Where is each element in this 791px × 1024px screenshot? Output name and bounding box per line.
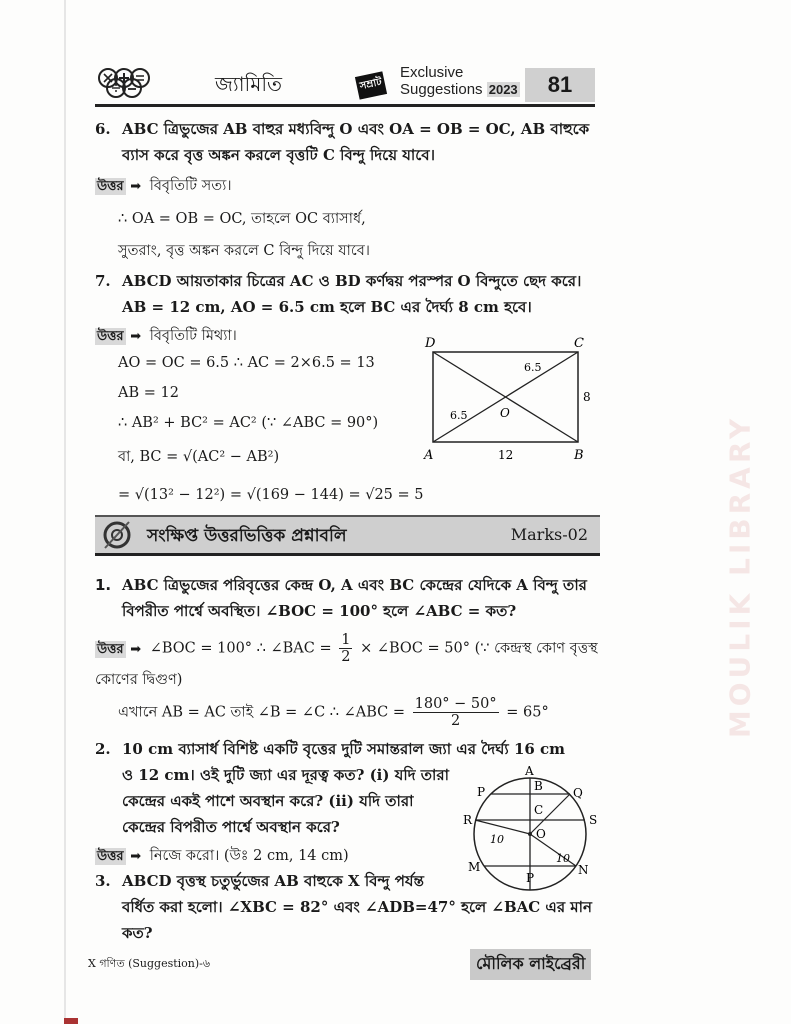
question-text-line1: ABCD বৃত্তস্থ চতুর্ভুজের AB বাহুকে X বিন্দু পর্যন্ত bbox=[122, 872, 424, 890]
step-text-pre: এখানে AB = AC তাই ∠B = ∠C ∴ ∠ABC = bbox=[118, 704, 406, 721]
question-text-line2: ও 12 cm। ওই দুটি জ্যা এর দূরত্ব কত? (i) যদি তারা bbox=[122, 766, 449, 784]
rectangle-figure bbox=[420, 335, 600, 463]
watermark: MOULIK LIBRARY bbox=[723, 414, 757, 739]
label-ao: 6.5 bbox=[450, 409, 468, 422]
answer-label: উত্তর bbox=[97, 641, 124, 657]
step-text-post: = 65° bbox=[506, 704, 549, 721]
brand-line2: Suggestions bbox=[400, 81, 483, 98]
page-number: 81 bbox=[525, 68, 595, 102]
section-emblem-icon bbox=[99, 520, 135, 550]
fraction-denominator: 2 bbox=[341, 649, 351, 665]
page-edge bbox=[64, 0, 66, 1024]
short-answer-2 bbox=[95, 844, 349, 869]
label-a: A bbox=[424, 448, 434, 463]
label-s: S bbox=[589, 813, 598, 827]
answer-6 bbox=[95, 174, 232, 199]
question-6 bbox=[95, 116, 600, 168]
label-o: O bbox=[500, 406, 510, 420]
label-q: Q bbox=[573, 786, 583, 800]
answer-text-pre: ∠BOC = 100° ∴ ∠BAC = bbox=[149, 640, 332, 657]
solution-step: = √(13² − 12²) = √(169 − 144) = √25 = 5 bbox=[118, 487, 424, 503]
brand-badge: সম্রাট bbox=[355, 71, 387, 99]
question-7 bbox=[95, 268, 600, 320]
answer-label: উত্তর bbox=[97, 179, 124, 194]
fraction-denominator: 2 bbox=[451, 713, 461, 729]
section-marks: Marks-02 bbox=[510, 525, 588, 544]
solution-step: বা, BC = √(AC² − AB²) bbox=[118, 449, 280, 465]
short-answer-1 bbox=[95, 632, 600, 665]
question-text-line4: কেন্দ্রের বিপরীত পার্শ্বে অবস্থান করে? bbox=[122, 818, 340, 836]
brand-year: 2023 bbox=[488, 82, 518, 97]
arrow-right-icon: ➡ bbox=[130, 179, 142, 194]
footer-publisher: মৌলিক লাইব্রেরী bbox=[470, 949, 591, 980]
question-number: 3. bbox=[95, 872, 111, 890]
label-c: C bbox=[534, 803, 544, 817]
label-radius-2: 10 bbox=[556, 852, 570, 865]
radius-or bbox=[475, 820, 530, 834]
answer-text: বিবৃতিটি মিথ্যা। bbox=[149, 328, 237, 344]
label-oc: 6.5 bbox=[524, 361, 542, 374]
solution-step: ∴ AB² + BC² = AC² (∵ ∠ABC = 90°) bbox=[118, 415, 379, 431]
question-text-line2: বর্ধিত করা হলো। ∠XBC = 82° এবং ∠ADB=47° হলে ∠BAC এর মান bbox=[122, 898, 592, 916]
label-b: B bbox=[534, 779, 543, 793]
answer-continuation: কোণের দ্বিগুণ) bbox=[95, 672, 183, 688]
question-text-line1: 10 cm ব্যাসার্ধ বিশিষ্ট একটি বৃত্তের দুটি সমান্তরাল জ্যা এর দৈর্ঘ্য 16 cm bbox=[122, 740, 566, 758]
question-number: 6. bbox=[95, 120, 111, 138]
label-b: B bbox=[574, 448, 584, 463]
section-header bbox=[95, 515, 600, 556]
solution-step: ∴ OA = OB = OC, তাহলে OC ব্যাসার্ধ, bbox=[118, 211, 366, 227]
solution-step bbox=[118, 696, 549, 729]
question-text-line3: কত? bbox=[122, 924, 153, 942]
brand-line1: Exclusive bbox=[400, 64, 464, 81]
label-c: C bbox=[574, 336, 584, 351]
answer-text-post: × ∠BOC = 50° (∵ কেন্দ্রস্থ কোণ বৃত্তস্থ bbox=[360, 640, 598, 657]
header-rule bbox=[95, 104, 595, 107]
label-bc: 8 bbox=[583, 390, 591, 404]
label-ab: 12 bbox=[498, 448, 514, 462]
solution-step: AO = OC = 6.5 ∴ AC = 2×6.5 = 13 bbox=[118, 355, 375, 371]
label-a: A bbox=[525, 764, 534, 778]
math-operators-logo-icon bbox=[97, 66, 165, 100]
question-text-line3: কেন্দ্রের একই পাশে অবস্থান করে? (ii) যদি তারা bbox=[122, 792, 414, 810]
answer-label: উত্তর bbox=[97, 849, 124, 864]
arrow-right-icon: ➡ bbox=[130, 329, 142, 344]
label-r: R bbox=[463, 813, 473, 827]
fraction-numerator: 1 bbox=[341, 632, 351, 648]
solution-step: সুতরাং, বৃত্ত অঙ্কন করলে C বিন্দু দিয়ে যাবে। bbox=[118, 243, 370, 259]
question-number: 7. bbox=[95, 272, 111, 290]
question-number: 2. bbox=[95, 740, 111, 758]
solution-step: AB = 12 bbox=[118, 385, 179, 401]
label-n: N bbox=[578, 863, 589, 877]
label-radius-1: 10 bbox=[490, 833, 504, 846]
page-header bbox=[95, 62, 595, 106]
label-p-bottom: P bbox=[526, 871, 535, 885]
question-text-line2: বিপরীত পার্শ্বে অবস্থিত। ∠BOC = 100° হলে ∠ABC = কত? bbox=[122, 602, 517, 620]
fraction bbox=[339, 632, 352, 665]
arrow-right-icon: ➡ bbox=[130, 641, 142, 657]
short-question-3 bbox=[95, 868, 600, 946]
section-title: সংক্ষিপ্ত উত্তরভিত্তিক প্রশ্নাবলি bbox=[147, 526, 347, 546]
question-text-line2: AB = 12 cm, AO = 6.5 cm হলে BC এর দৈর্ঘ্য 8 cm হবে। bbox=[122, 298, 532, 316]
answer-label: উত্তর bbox=[97, 329, 124, 344]
corner-mark bbox=[64, 1018, 78, 1024]
label-p-top: P bbox=[477, 785, 486, 799]
footer-book-code: X গণিত (Suggestion)-৬ bbox=[88, 957, 211, 970]
arrow-right-icon: ➡ bbox=[130, 849, 142, 864]
center-point bbox=[528, 832, 532, 836]
brand-text bbox=[400, 64, 520, 98]
short-question-1 bbox=[95, 572, 600, 624]
label-o: O bbox=[536, 827, 546, 841]
question-text-line1: ABCD আয়তাকার চিত্রের AC ও BD কর্ণদ্বয় পরস্পর O বিন্দুতে ছেদ করে। bbox=[122, 272, 582, 290]
chapter-title: জ্যামিতি bbox=[215, 72, 283, 96]
question-text-line2: ব্যাস করে বৃত্ত অঙ্কন করলে বৃত্তটি C বিন্দু দিয়ে যাবে। bbox=[122, 146, 436, 164]
fraction-numerator: 180° − 50° bbox=[414, 696, 497, 712]
label-m: M bbox=[468, 860, 481, 874]
answer-7 bbox=[95, 324, 237, 349]
fraction bbox=[413, 696, 499, 729]
question-text-line1: ABC ত্রিভুজের AB বাহুর মধ্যবিন্দু O এবং OA = OB = OC, AB বাহুকে bbox=[122, 120, 590, 138]
question-text-line1: ABC ত্রিভুজের পরিবৃত্তের কেন্দ্র O, A এবং BC কেন্দ্রের যেদিকে A বিন্দু তার bbox=[122, 576, 587, 594]
answer-text: বিবৃতিটি সত্য। bbox=[149, 178, 232, 194]
label-d: D bbox=[425, 336, 436, 351]
answer-text: নিজে করো। (উঃ 2 cm, 14 cm) bbox=[149, 848, 349, 864]
question-number: 1. bbox=[95, 576, 112, 594]
